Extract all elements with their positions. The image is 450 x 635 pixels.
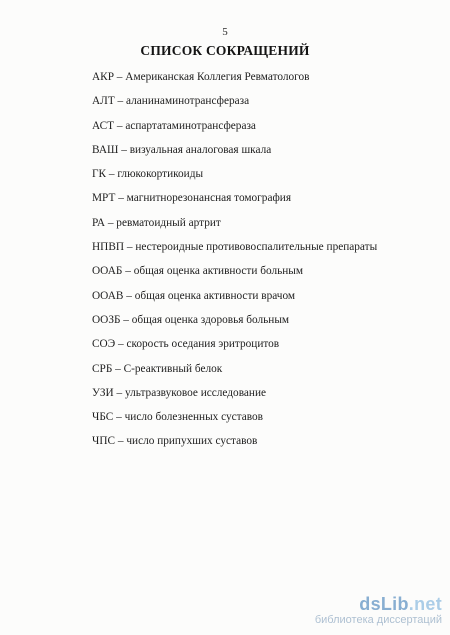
dash-separator: – — [115, 338, 127, 351]
list-item — [92, 168, 377, 192]
dash-separator: – — [113, 386, 125, 399]
site-watermark — [315, 595, 442, 627]
list-item — [92, 192, 377, 216]
abbreviation-term: ООЗБ — [92, 313, 121, 326]
abbreviation-term: АКР — [92, 71, 114, 83]
abbreviation-term: ГК — [92, 168, 107, 181]
abbreviation-list — [92, 71, 377, 460]
dash-separator: – — [113, 71, 126, 83]
list-item — [92, 314, 377, 338]
abbreviation-meaning: число болезненных суставов — [124, 411, 264, 424]
list-item — [92, 217, 377, 241]
abbreviation-term: МРТ — [92, 192, 116, 205]
abbreviation-term: РА — [92, 216, 105, 229]
list-item — [92, 411, 377, 435]
list-item — [92, 144, 377, 168]
abbreviation-meaning: С-реактивный белок — [123, 362, 223, 375]
abbreviation-meaning: визуальная аналоговая шкала — [129, 143, 272, 156]
abbreviation-meaning: ультразвуковое исследование — [124, 386, 266, 399]
page-title: СПИСОК СОКРАЩЕНИЙ — [140, 43, 310, 58]
dash-separator: – — [114, 95, 127, 108]
dash-separator: – — [106, 168, 118, 181]
abbreviation-term: УЗИ — [92, 386, 114, 399]
dash-separator: – — [115, 192, 127, 205]
list-item — [92, 338, 377, 362]
dash-separator: – — [113, 411, 125, 424]
dash-separator: – — [120, 313, 132, 326]
abbreviation-term: АЛТ — [92, 95, 115, 108]
abbreviation-term: НПВП — [92, 241, 125, 254]
abbreviation-term: ООАВ — [92, 289, 124, 302]
dash-separator: – — [105, 216, 117, 229]
abbreviation-meaning: магнитнорезонансная томография — [126, 192, 292, 205]
abbreviation-term: ООАБ — [92, 265, 123, 278]
abbreviation-meaning: глюкокортикоиды — [117, 168, 204, 181]
abbreviation-meaning: аспартатаминотрансфераза — [125, 119, 256, 132]
dash-separator: – — [112, 362, 124, 375]
list-item — [92, 120, 377, 144]
dash-separator: – — [114, 119, 126, 132]
abbreviation-meaning: общая оценка активности больным — [133, 265, 304, 278]
abbreviation-term: ЧБС — [92, 411, 114, 424]
list-item — [92, 265, 377, 289]
abbreviation-meaning: нестероидные противовоспалительные препараты — [135, 241, 378, 254]
abbreviation-meaning: число припухших суставов — [126, 435, 258, 448]
abbreviation-term: СОЭ — [92, 338, 116, 351]
abbreviation-meaning: ревматоидный артрит — [116, 216, 221, 229]
list-item — [92, 71, 377, 95]
logo-ds: ds — [359, 594, 381, 614]
abbreviation-term: ВАШ — [92, 143, 119, 156]
dash-separator: – — [124, 241, 136, 254]
logo-net: .net — [408, 594, 442, 614]
list-item — [92, 435, 377, 459]
dash-separator: – — [115, 435, 127, 448]
dash-separator: – — [123, 289, 135, 302]
abbreviation-term: СРБ — [92, 362, 113, 375]
abbreviation-meaning: аланинаминотрансфераза — [126, 95, 250, 108]
list-item — [92, 241, 377, 265]
abbreviation-meaning: Американская Коллегия Ревматологов — [125, 71, 310, 83]
list-item — [92, 363, 377, 387]
logo-lib: Lib — [380, 594, 409, 614]
abbreviation-term: АСТ — [92, 119, 115, 132]
abbreviation-meaning: скорость оседания эритроцитов — [126, 338, 280, 351]
abbreviation-meaning: общая оценка здоровья больным — [131, 313, 290, 326]
abbreviation-term: ЧПС — [92, 435, 116, 448]
list-item — [92, 290, 377, 314]
site-logo — [315, 595, 442, 613]
list-item — [92, 387, 377, 411]
list-item — [92, 95, 377, 119]
page-number: 5 — [222, 26, 228, 38]
watermark-caption: библиотека диссертаций — [314, 614, 442, 626]
dash-separator: – — [122, 265, 134, 278]
dash-separator: – — [118, 143, 130, 156]
abbreviation-meaning: общая оценка активности врачом — [134, 289, 296, 302]
